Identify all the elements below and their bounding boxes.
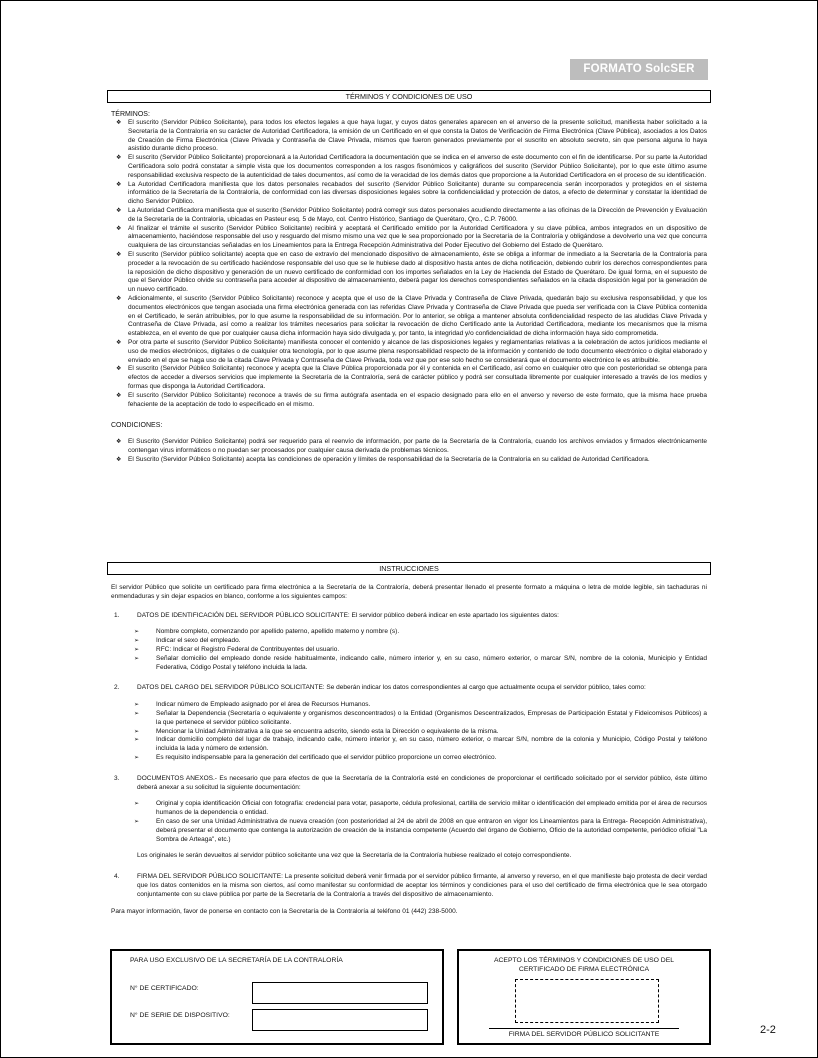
instructions-block: [111, 584, 707, 916]
terminos-item: [111, 119, 707, 154]
instruction-subitem-text: Indicar número de Empleado asignado por el área de Recursos Humanos.: [156, 701, 371, 709]
terminos-text: El suscrito (Servidor Público Solicitante) reconoce a través de su firma autógrafa asentada en el espacio designado para ello en el anverso y reverso de este formato, que la misma hace prueba fehaciente de la aceptación de todo lo especificado en el mismo.: [128, 391, 707, 408]
terminos-item: [111, 339, 707, 365]
instruction-subitem-text: En caso de ser una Unidad Administrativa de nueva creación (con posterioridad al 24 de abril de 2008 en que entraron en vigor los Lineamientos para la Entrega- Recepción Administrativa), deberá presentar el documento que contenga la autorización de creación de la instancia competente (Acuerdo del órgano de Gobierno, Oficio de la autoridad competente, periódico oficial "La Sombra de Arteaga", etc.): [156, 817, 707, 843]
diamond-bullet-icon: ❖: [116, 366, 122, 373]
terms-section-bar: TÉRMINOS Y CONDICIONES DE USO: [107, 90, 711, 103]
instruction-subitem: [134, 736, 707, 754]
instruction-number: 1.: [114, 611, 120, 619]
arrow-bullet-icon: ➢: [134, 818, 140, 825]
arrow-bullet-icon: ➢: [134, 646, 140, 653]
arrow-bullet-icon: ➢: [134, 702, 140, 709]
instruction-note: Los originales le serán devueltos al servidor público solicitante una vez que la Secretaría de la Contraloría hubiese realizado el cotejo correspondiente.: [137, 852, 572, 860]
instruction-text: FIRMA DEL SERVIDOR PÚBLICO SOLICITANTE: La presente solicitud deberá venir firmada por el servidor público firmante, al anverso y reverso, en el que manifieste bajo protesta de decir verdad que los datos contenidos en la misma son ciertos, así como manifestar su conformidad de aceptar los términos y condiciones para el uso del certificado de firma electrónica que le sea otorgado conjuntamente con su clave pública por parte de la Secretaría de la Contraloría a través del dispositivo de almacenamiento.: [137, 873, 707, 898]
instructions-section-bar: INSTRUCCIONES: [107, 562, 711, 575]
terminos-item: [111, 295, 707, 339]
instruction-subitem-text: Señalar domicilio del empleado donde reside habitualmente, indicando calle, número interior y, en su caso, número exterior, o marcar S/N, nombre de la colonia, Municipio y Entidad Federativa, Código Postal y teléfono incluida la lada.: [156, 654, 707, 671]
signature-line: [489, 1028, 679, 1029]
terminos-text: El suscrito (Servidor Público Solicitante), para todos los efectos legales a que haya lugar, y cuyos datos generales aparecen en el anverso de la presente solicitud, manifiesta haber solicitado a la Secretaría de la Contraloría en su carácter de Autoridad Certificadora, la emisión de un Certificado en el que consta la Datos de Verificación de Firma Electrónica (Clave Pública), asociados a los Datos de Creación de Firma Electrónica (Clave Privada y Contraseña de Clave Privada, mismos que fueron generados previamente por el suscrito en absoluto secreto, sin que persona alguna lo haya asistido durante dicho proceso.: [128, 119, 707, 153]
instruction-sublist: [134, 701, 707, 763]
instruction-item: [111, 775, 707, 861]
acceptance-title-line1: ACEPTO LOS TÉRMINOS Y CONDICIONES DE USO DEL: [493, 957, 675, 964]
instruction-subitem: [134, 655, 707, 673]
arrow-bullet-icon: ➢: [134, 737, 140, 744]
arrow-bullet-icon: ➢: [134, 710, 140, 717]
instruction-item: [111, 873, 707, 899]
instruction-subitem-text: Original y copia identificación Oficial con fotografía: credencial para votar, pasaporte, cédula profesional, cartilla de servicio militar o identificación del empleado emitida por el área de recursos humanos de la dependencia o entidad.: [156, 800, 707, 817]
form-badge: FORMATO SolcSER: [570, 59, 708, 80]
terminos-item: [111, 181, 707, 207]
arrow-bullet-icon: ➢: [134, 754, 140, 761]
instruction-subitem-text: Señalar la Dependencia (Secretaría o equivalente y organismos desconcentrados) o la Entidad (Organismos Descentralizados, Empresas de Participación Estatal y Fideicomisos Públicos) a la que pertenece el servidor público solicitante.: [156, 709, 707, 726]
terminos-heading: TÉRMINOS:: [111, 111, 150, 118]
instructions-list: [111, 612, 707, 900]
terminos-text: Por otra parte el suscrito (Servidor Público Solicitante) manifiesta conocer el contenido y alcance de las disposiciones legales y reglamentarias relativas a la celebración de actos jurídicos mediante el uso de medios electrónicos, digitales o de cualquier otra tecnología, por lo que asume plena responsabilidad respecto de la información y contenido de todo documento electrónico o digital elaborado y enviado en el que se haga uso de la citada Clave Privada y Contraseña de Clave Privada, toda vez que por ese solo hecho se considerará que el documento electrónico le es atribuible.: [128, 338, 707, 364]
arrow-bullet-icon: ➢: [134, 638, 140, 645]
acceptance-box: [457, 949, 711, 1045]
diamond-bullet-icon: ❖: [116, 456, 122, 463]
diamond-bullet-icon: ❖: [116, 295, 122, 302]
instruction-subitem-text: Mencionar la Unidad Administrativa a la que se encuentra adscrito, siendo esta la Dirección o equivalente de la misma.: [156, 727, 499, 735]
terminos-item: [111, 365, 707, 391]
instruction-subitem: [134, 646, 707, 655]
instructions-intro: El servidor Público que solicite un certificado para firma electrónica a la Secretaría de la Contraloría, deberá presentar llenado el presente formato a máquina o letra de molde legible, sin tachaduras ni enmendaduras y sin dejar espacios en blanco, conforme a los siguientes campos:: [111, 584, 707, 600]
device-serial-label: N° DE SERIE DE DISPOSITIVO:: [130, 1012, 230, 1019]
office-use-title: PARA USO EXCLUSIVO DE LA SECRETARÍA DE LA CONTRALORÍA: [130, 957, 343, 964]
instruction-number: 3.: [114, 774, 120, 782]
terminos-text: La Autoridad Certificadora manifiesta que el suscrito (Servidor Público Solicitante) podrá corregir sus datos personales acudiendo directamente a las oficinas de la Dirección de Prevención y Evaluación de la Secretaría de la Contraloría, ubicadas en Pasteur esq. 5 de Mayo, col. Centro Histórico, Santiago de Querétaro, Qro., C.P. 76000.: [128, 206, 707, 223]
terminos-text: La Autoridad Certificadora manifiesta que los datos personales recabados del suscrito (Servidor Público Solicitante) durante su comparecencia serán incorporados y protegidos en el sistema informático de la Secretaría de la Contraloría, de conformidad con las diversas disposiciones legales sobre la confidencialidad y protección de datos, a efecto de determinar y constatar la identidad de dicho Servidor Público.: [128, 180, 707, 206]
page-number: 2-2: [760, 1024, 776, 1036]
arrow-bullet-icon: ➢: [134, 728, 140, 735]
instruction-sublist: [134, 628, 707, 672]
terminos-item: [111, 392, 707, 410]
instruction-sublist: [134, 800, 707, 844]
terminos-item: [111, 251, 707, 295]
diamond-bullet-icon: ❖: [116, 392, 122, 399]
instruction-text: DOCUMENTOS ANEXOS.- Es necesario que para efectos de que la Secretaría de la Contraloría esté en condiciones de proporcionar el certificado solicitado por el servidor público, éste último deberá anexar a su solicitud la siguiente documentación:: [137, 774, 707, 791]
condiciones-heading: CONDICIONES:: [111, 422, 163, 430]
diamond-bullet-icon: ❖: [116, 439, 122, 446]
arrow-bullet-icon: ➢: [134, 655, 140, 662]
instruction-subitem: [134, 710, 707, 728]
condiciones-text: El Suscrito (Servidor Público Solicitante) acepta las condiciones de operación y límites de responsabilidad de la Secretaría de la Contraloría en su calidad de Autoridad Certificadora.: [128, 455, 650, 463]
instruction-number: 2.: [114, 684, 120, 692]
terms-block: [111, 110, 707, 465]
instruction-subitem-text: Indicar domicilio completo del lugar de trabajo, indicando calle, número interior y, en su caso, número exterior, o marcar S/N, nombre de la colonia y Municipio, Código Postal y teléfono incluida la lada y número de extensión.: [156, 736, 707, 753]
terminos-item: [111, 225, 707, 251]
arrow-bullet-icon: ➢: [134, 629, 140, 636]
terminos-list: [111, 119, 707, 409]
diamond-bullet-icon: ❖: [116, 339, 122, 346]
diamond-bullet-icon: ❖: [116, 181, 122, 188]
signature-label: FIRMA DEL SERVIDOR PÚBLICO SOLICITANTE: [508, 1031, 660, 1038]
instruction-number: 4.: [114, 873, 120, 881]
terminos-item: [111, 154, 707, 180]
signature-area[interactable]: [515, 979, 659, 1023]
device-serial-field[interactable]: [252, 1009, 428, 1031]
instruction-subitem-text: Es requisito indispensable para la generación del certificado que el servidor público proporcione un correo electrónico.: [156, 753, 497, 761]
instruction-subitem: [134, 701, 707, 710]
instruction-subitem: [134, 628, 707, 637]
condiciones-list: [111, 438, 707, 464]
terminos-text: Adicionalmente, el suscrito (Servidor Público Solicitante) reconoce y acepta que el uso de la Clave Privada y Contraseña de Clave Privada, quedarán bajo su exclusiva responsabilidad, y que los documentos electrónicos que tengan asociada una firma electrónica generada con las referidas Clave Privada y Contraseña de Clave Privada que pueda ser verificada con la Clave Pública contenida en el Certificado, le serán atribuibles, por lo que asume la responsabilidad de su información. Por lo anterior, se obliga a mantener absoluta confidencialidad respecto de las aludidas Clave Privada y Contraseña de Clave Privada, así como a realizar los trámites necesarios para solicitar la revocación de dicho Certificado ante la Autoridad Certificadora, mediante los mecanismos que la misma establezca, en el evento de que por cualquier causa dicha información haya sido divulgada y, por tanto, la integridad y/o confidencialidad de dicha información haya sido comprometida.: [128, 294, 707, 338]
diamond-bullet-icon: ❖: [116, 251, 122, 258]
terminos-item: [111, 207, 707, 225]
instruction-text: DATOS DE IDENTIFICACIÓN DEL SERVIDOR PÚBLICO SOLICITANTE: El servidor público deberá indicar en este apartado los siguientes datos:: [137, 611, 559, 619]
diamond-bullet-icon: ❖: [116, 155, 122, 162]
acceptance-title-line2: CERTIFICADO DE FIRMA ELECTRÓNICA: [518, 966, 650, 973]
diamond-bullet-icon: ❖: [116, 120, 122, 126]
instruction-subitem-text: Indicar el sexo del empleado.: [156, 637, 241, 645]
terminos-text: El suscrito (Servidor público solicitante) acepta que en caso de extravío del mencionado dispositivo de almacenamiento, éste se obliga a informar de inmediato a la Secretaría de la Contraloría para proceder a la revocación de su certificado haciéndose responsable del uso que se le hubiese dado al dispositivo hasta antes de dicha notificación, debiendo cubrir los derechos correspondientes para la reposición de dicho dispositivo y generación de un nuevo certificado de conformidad con los importes señalados en la Ley de Hacienda del Estado de Querétaro. De igual forma, en el supuesto de que el Servidor Público olvide su contraseña para acceder al dispositivo de almacenamiento, deberá pagar los derechos correspondientes señalados en la citada disposición legal por la generación de un nuevo certificado.: [128, 250, 707, 294]
terminos-text: El suscrito (Servidor Público Solicitante) proporcionará a la Autoridad Certificadora la documentación que se indica en el anverso de este documento con el fin de identificarse. Por su parte la Autoridad Certificadora solo podrá constatar a simple vista que los documentos corresponden a los rasgos fisonómicos y caligráficos del suscrito (Servidor Público Solicitante), por lo que este último asume responsabilidad exclusiva respecto de la autenticidad de tales documentos, así como de la veracidad de los demás datos que proporcione a la Autoridad Certificadora en el proceso de su identificación.: [128, 154, 707, 179]
condiciones-text: El Suscrito (Servidor Público Solicitante) podrá ser requerido para el reenvío de información, por parte de la Secretaría de la Contraloría, cuando los archivos enviados y firmados electrónicamente contengan virus informáticos o no puedan ser procesados por cualquier causa derivada de problemas técnicos.: [128, 438, 707, 455]
instruction-subitem: [134, 754, 707, 763]
condiciones-item: [111, 456, 707, 465]
office-use-box: [110, 949, 444, 1045]
instruction-item: [111, 684, 707, 762]
diamond-bullet-icon: ❖: [116, 225, 122, 232]
terminos-text: El suscrito (Servidor Público Solicitante) reconoce y acepta que la Clave Pública proporcionada por él y contenida en el Certificado, así como en cualquier otro que con posterioridad se obtenga para efectos de acceder a diversos servicios que implemente la Secretaría de la Contraloría, será de carácter público y podrá ser consultada libremente por cualquier interesado a través de los medios y formas que disponga la Autoridad Certificadora.: [128, 365, 707, 390]
instruction-subitem-text: RFC: Indicar el Registro Federal de Contribuyentes del usuario.: [156, 645, 340, 653]
terminos-text: Al finalizar el trámite el suscrito (Servidor Público Solicitante) recibirá y aceptará el Certificado emitido por la Autoridad Certificadora y su clave pública, ambos integrados en un dispositivo de almacenamiento, haciéndose responsable del uso y resguardo del mismo mismo una vez que le sea proporcionado por la Secretaría de la Contraloría y obligándose a devolverlo una vez que concurra cualquiera de las circunstancias señaladas en los Lineamientos para la Entrega Recepción Administrativa del Poder Ejecutivo del Gobierno del Estado de Querétaro.: [128, 224, 707, 250]
diamond-bullet-icon: ❖: [116, 207, 122, 214]
instruction-subitem: [134, 818, 707, 844]
instruction-item: [111, 612, 707, 673]
instruction-subitem: [134, 637, 707, 646]
instruction-subitem: [134, 728, 707, 737]
instruction-subitem-text: Nombre completo, comenzando por apellido paterno, apellido materno y nombre (s).: [156, 628, 400, 636]
condiciones-item: [111, 438, 707, 456]
instruction-text: DATOS DEL CARGO DEL SERVIDOR PÚBLICO SOLICITANTE: Se deberán indicar los datos correspondientes al cargo que actualmente ocupa el servidor público, tales como:: [137, 684, 646, 692]
arrow-bullet-icon: ➢: [134, 801, 140, 808]
certificate-number-label: N° DE CERTIFICADO:: [130, 985, 199, 992]
instruction-subitem: [134, 800, 707, 818]
certificate-number-field[interactable]: [252, 982, 428, 1004]
contact-line: Para mayor información, favor de ponerse en contacto con la Secretaría de la Contraloría al teléfono 01 (442) 238-5000.: [111, 907, 458, 915]
